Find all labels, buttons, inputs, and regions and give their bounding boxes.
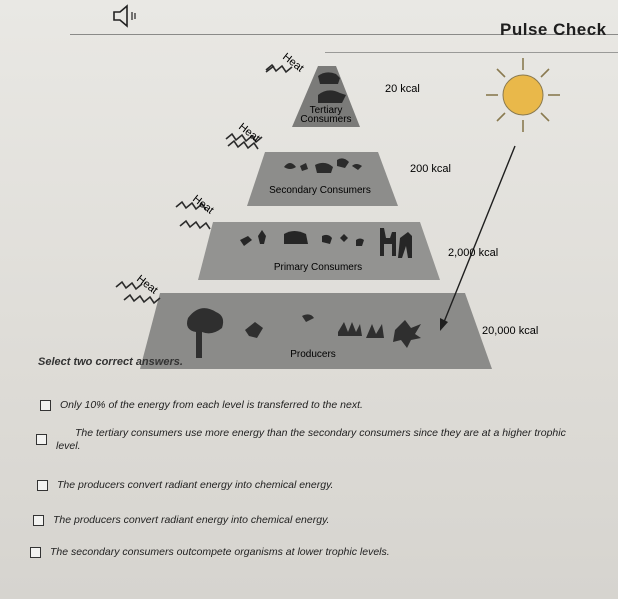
energy-producers: 20,000 kcal (482, 325, 539, 337)
checkbox[interactable] (37, 480, 48, 491)
answer-option-1[interactable] (40, 399, 363, 412)
sun-icon (486, 58, 560, 132)
checkbox[interactable] (40, 400, 51, 411)
answer-option-text: The producers convert radiant energy into chemical energy. (57, 479, 334, 491)
answer-option-3[interactable] (37, 479, 333, 492)
energy-tertiary: 20 kcal (385, 83, 420, 95)
tertiary-label-line1: Tertiary (309, 105, 343, 116)
heat-label-1: Heat (280, 50, 306, 75)
answer-option-text: The secondary consumers outcompete organisms at lower trophic levels. (50, 546, 390, 558)
checkbox[interactable] (33, 515, 44, 526)
secondary-label: Secondary Consumers (269, 185, 371, 196)
heat-label-2: Heat (236, 120, 262, 145)
answer-option-4[interactable] (33, 514, 329, 527)
checkbox[interactable] (30, 547, 41, 558)
question-instruction: Select two correct answers. (38, 356, 183, 368)
answer-option-5[interactable] (30, 546, 390, 559)
primary-label: Primary Consumers (273, 262, 363, 273)
answer-option-text-line2: level. (56, 440, 81, 452)
answer-option-2[interactable] (36, 427, 606, 453)
heat-label-4: Heat (134, 272, 160, 297)
page-title: Pulse Check (500, 20, 607, 39)
producers-label: Producers (290, 349, 336, 360)
sunlight-arrow (444, 146, 515, 322)
heat-label-3: Heat (190, 192, 216, 217)
tertiary-label-line2: Consumers (300, 114, 352, 125)
answer-option-text: The producers convert radiant energy into chemical energy. (53, 514, 330, 526)
answer-option-text: Only 10% of the energy from each level is transferred to the next. (60, 399, 363, 411)
tier-secondary (247, 152, 398, 206)
answer-option-text-line1: The tertiary consumers use more energy than the secondary consumers since they are at a higher trophic (75, 427, 566, 439)
energy-primary: 2,000 kcal (448, 247, 499, 259)
energy-secondary: 200 kcal (410, 163, 451, 175)
